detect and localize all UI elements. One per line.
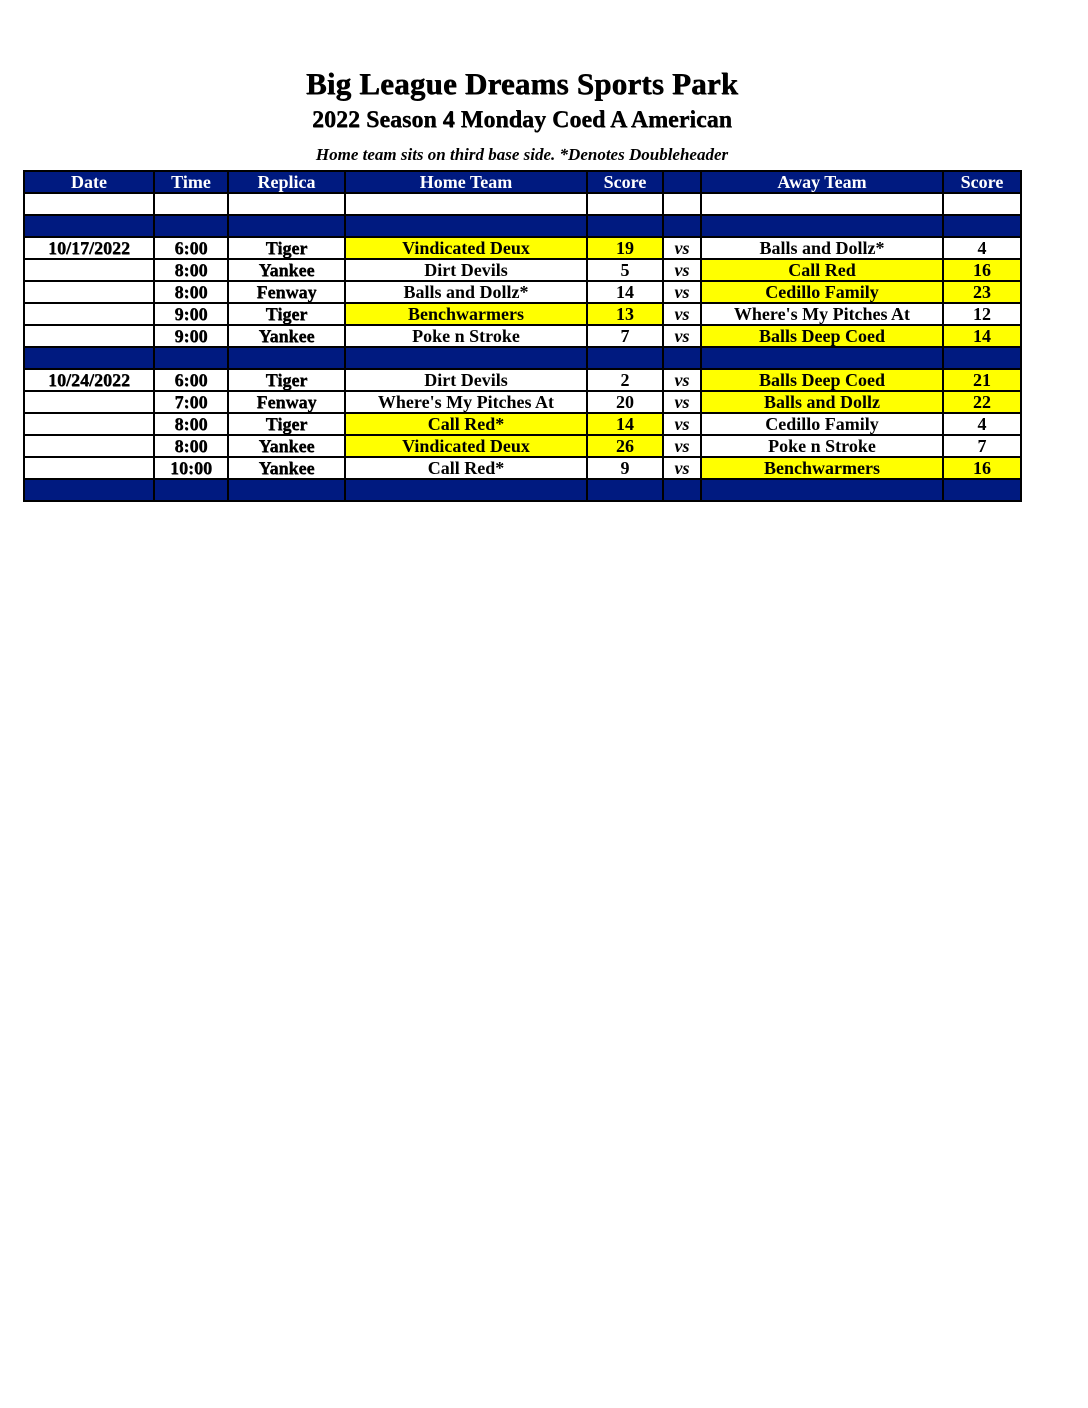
- game-date: [24, 391, 154, 413]
- game-field: Yankee: [228, 259, 345, 281]
- away-team: Cedillo Family: [701, 413, 943, 435]
- game-date: [24, 281, 154, 303]
- home-team: Vindicated Deux: [345, 435, 587, 457]
- spacer-cell: [701, 193, 943, 215]
- spacer-cell: [154, 193, 228, 215]
- spacer-cell: [943, 347, 1021, 369]
- spacer-cell: [943, 479, 1021, 501]
- spacer-cell: [663, 215, 701, 237]
- game-date: [24, 303, 154, 325]
- game-time: 10:00: [154, 457, 228, 479]
- vs-label: vs: [663, 457, 701, 479]
- game-row: [24, 281, 1021, 303]
- game-row: [24, 413, 1021, 435]
- away-score: 12: [943, 303, 1021, 325]
- game-field: Fenway: [228, 391, 345, 413]
- game-date: [24, 435, 154, 457]
- spacer-row-blue: [24, 347, 1021, 369]
- game-date: [24, 413, 154, 435]
- game-time: 8:00: [154, 435, 228, 457]
- spacer-cell: [345, 193, 587, 215]
- away-team: Call Red: [701, 259, 943, 281]
- column-header-replica: Replica: [228, 171, 345, 193]
- game-time: 8:00: [154, 413, 228, 435]
- away-score: 16: [943, 457, 1021, 479]
- game-row: [24, 259, 1021, 281]
- away-team: Poke n Stroke: [701, 435, 943, 457]
- away-team: Benchwarmers: [701, 457, 943, 479]
- game-row: [24, 303, 1021, 325]
- game-date: 10/24/2022: [24, 369, 154, 391]
- home-team: Vindicated Deux: [345, 237, 587, 259]
- away-score: 23: [943, 281, 1021, 303]
- column-header-time: Time: [154, 171, 228, 193]
- spacer-cell: [587, 479, 663, 501]
- schedule-note: Home team sits on third base side. *Denotes Doubleheader: [315, 145, 729, 164]
- spacer-row-white: [24, 193, 1021, 215]
- vs-label: vs: [663, 237, 701, 259]
- vs-label: vs: [663, 325, 701, 347]
- home-score: 2: [587, 369, 663, 391]
- away-team: Where's My Pitches At: [701, 303, 943, 325]
- column-header-away-score: Score: [943, 171, 1021, 193]
- spacer-cell: [24, 215, 154, 237]
- game-time: 9:00: [154, 303, 228, 325]
- vs-label: vs: [663, 435, 701, 457]
- game-row: [24, 435, 1021, 457]
- vs-label: vs: [663, 413, 701, 435]
- spacer-cell: [24, 193, 154, 215]
- spacer-cell: [154, 479, 228, 501]
- home-score: 13: [587, 303, 663, 325]
- home-team: Balls and Dollz*: [345, 281, 587, 303]
- spacer-cell: [228, 347, 345, 369]
- spacer-row-blue: [24, 215, 1021, 237]
- game-row: [24, 237, 1021, 259]
- game-row: [24, 391, 1021, 413]
- spacer-cell: [228, 193, 345, 215]
- home-score: 19: [587, 237, 663, 259]
- away-score: 14: [943, 325, 1021, 347]
- spacer-cell: [701, 479, 943, 501]
- away-team: Balls and Dollz*: [701, 237, 943, 259]
- game-date: 10/17/2022: [24, 237, 154, 259]
- game-date: [24, 457, 154, 479]
- home-team: Where's My Pitches At: [345, 391, 587, 413]
- game-field: Yankee: [228, 457, 345, 479]
- spacer-cell: [701, 215, 943, 237]
- vs-label: vs: [663, 369, 701, 391]
- game-time: 8:00: [154, 259, 228, 281]
- spacer-cell: [943, 215, 1021, 237]
- home-team: Dirt Devils: [345, 259, 587, 281]
- away-score: 7: [943, 435, 1021, 457]
- game-time: 6:00: [154, 237, 228, 259]
- home-team: Call Red*: [345, 457, 587, 479]
- home-score: 5: [587, 259, 663, 281]
- spacer-cell: [587, 347, 663, 369]
- away-team: Balls Deep Coed: [701, 325, 943, 347]
- page-subtitle: 2022 Season 4 Monday Coed A American: [311, 107, 733, 133]
- away-team: Cedillo Family: [701, 281, 943, 303]
- home-team: Call Red*: [345, 413, 587, 435]
- spacer-cell: [228, 479, 345, 501]
- home-team: Dirt Devils: [345, 369, 587, 391]
- table-header-row: [24, 171, 1021, 193]
- game-field: Tiger: [228, 237, 345, 259]
- vs-label: vs: [663, 303, 701, 325]
- game-date: [24, 325, 154, 347]
- away-score: 21: [943, 369, 1021, 391]
- game-row: [24, 457, 1021, 479]
- home-score: 14: [587, 413, 663, 435]
- away-team: Balls and Dollz: [701, 391, 943, 413]
- game-field: Yankee: [228, 435, 345, 457]
- spacer-cell: [24, 347, 154, 369]
- home-team: Benchwarmers: [345, 303, 587, 325]
- page-title: Big League Dreams Sports Park: [305, 66, 739, 101]
- schedule-table: [23, 170, 1022, 502]
- spacer-cell: [154, 215, 228, 237]
- spacer-cell: [345, 215, 587, 237]
- spacer-cell: [663, 479, 701, 501]
- game-time: 6:00: [154, 369, 228, 391]
- spacer-cell: [345, 479, 587, 501]
- away-score: 16: [943, 259, 1021, 281]
- spacer-cell: [943, 193, 1021, 215]
- away-score: 22: [943, 391, 1021, 413]
- spacer-cell: [345, 347, 587, 369]
- column-header-away-team: Away Team: [701, 171, 943, 193]
- spacer-row-blue: [24, 479, 1021, 501]
- spacer-cell: [663, 347, 701, 369]
- game-field: Tiger: [228, 369, 345, 391]
- column-header-date: Date: [24, 171, 154, 193]
- away-score: 4: [943, 413, 1021, 435]
- game-date: [24, 259, 154, 281]
- column-header-home-team: Home Team: [345, 171, 587, 193]
- game-field: Tiger: [228, 413, 345, 435]
- home-score: 7: [587, 325, 663, 347]
- home-score: 14: [587, 281, 663, 303]
- column-header-home-score: Score: [587, 171, 663, 193]
- home-score: 26: [587, 435, 663, 457]
- spacer-cell: [701, 347, 943, 369]
- vs-label: vs: [663, 281, 701, 303]
- game-field: Fenway: [228, 281, 345, 303]
- spacer-cell: [154, 347, 228, 369]
- game-time: 7:00: [154, 391, 228, 413]
- game-field: Yankee: [228, 325, 345, 347]
- game-row: [24, 325, 1021, 347]
- vs-label: vs: [663, 391, 701, 413]
- game-field: Tiger: [228, 303, 345, 325]
- vs-label: vs: [663, 259, 701, 281]
- away-team: Balls Deep Coed: [701, 369, 943, 391]
- game-row: [24, 369, 1021, 391]
- spacer-cell: [587, 215, 663, 237]
- away-score: 4: [943, 237, 1021, 259]
- spacer-cell: [228, 215, 345, 237]
- spacer-cell: [587, 193, 663, 215]
- game-time: 8:00: [154, 281, 228, 303]
- column-header-vs: [663, 171, 701, 193]
- schedule-body: [24, 193, 1021, 501]
- spacer-cell: [24, 479, 154, 501]
- home-score: 20: [587, 391, 663, 413]
- game-time: 9:00: [154, 325, 228, 347]
- home-team: Poke n Stroke: [345, 325, 587, 347]
- spacer-cell: [663, 193, 701, 215]
- home-score: 9: [587, 457, 663, 479]
